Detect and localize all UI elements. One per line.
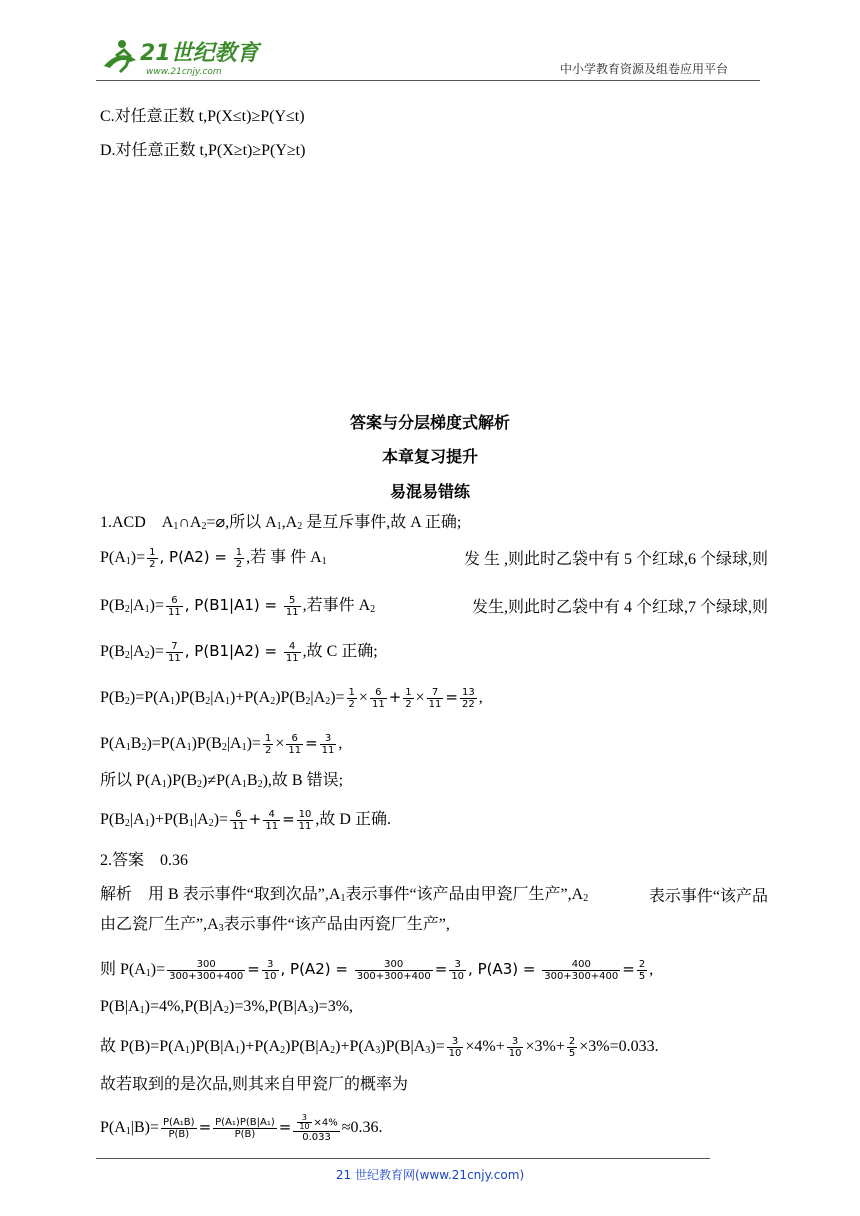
platform-name: 中小学教育资源及组卷应用平台 — [560, 62, 729, 76]
heading-chapter: 本章复习提升 — [381, 447, 478, 466]
answer-2-line-4: $P(B|A_1)=4\%,P(B|A_2)=3\%,P(B|A_3)=3\%$, — [100, 998, 354, 1016]
footer-link[interactable]: 21 世纪教育网(www.21cnjy.com) — [335, 1168, 525, 1182]
logo-url: www.21cnjy.com — [146, 67, 222, 77]
logo-text: 21世纪教育 — [140, 41, 259, 66]
answer-1-line-8: $P(B_2|A_1)+P(B_1|A_2)=$ $\frac{6}{11}$ + $\frac{4}{11}$ = $\frac{10}{11}$ ,故 D 正确. — [100, 808, 391, 832]
answer-1-line-7: 所以 $P(A_1)P(B_2)\ne P(A_1B_2)$,故 B 错误; — [100, 772, 344, 790]
answer-1-line-2: $P(A_1)=$ $\frac{1}{2}$ , P(A2) = $\frac{1}{2}$ ,若 事 件 $A_1$ 发 生 ,则此时乙袋中有 5 个红球,6 个绿球,则 — [100, 546, 768, 570]
answer-1-line-5: $P(B_2)=P(A_1)P(B_2|A_1)+P(A_2)P(B_2|A_2)=$ $\frac{1}{2}$ × $\frac{6}{11}$ + $\frac{1}{2}$ × $\frac{7}{11}$ = $\frac{13}{22}$ , — [100, 686, 483, 710]
answer-1-line-1: 1.ACD $A_1\cap A_2=⌀$,所以 $A_1,A_2$ 是互斥事件,故 A 正确; — [100, 514, 462, 532]
logo — [96, 36, 266, 80]
answer-1-line-4: $P(B_2|A_2)=$ $\frac{7}{11}$ , P(B1|A2) = $\frac{4}{11}$ ,故 C 正确; — [100, 640, 378, 664]
answer-2-line-2: 由乙瓷厂生产$”,A_3$表示事件“该产品由丙瓷厂生产”, — [100, 916, 450, 934]
option-c: C.对任意正数 t,P(X≤t)≥P(Y≤t) — [100, 108, 305, 125]
heading-section: 易混易错练 — [389, 482, 470, 501]
footer-divider — [96, 1158, 710, 1159]
answer-1-line-6: $P(A_1B_2)=P(A_1)P(B_2|A_1)=$ $\frac{1}{2}$ × $\frac{6}{11}$ = $\frac{3}{11}$ , — [100, 732, 343, 756]
answer-2-line-1: 解析 用 B 表示事件“取到次品$”,A_1$表示事件“该产品由甲瓷厂生产$”,A_2$ 表示事件“该产品 — [100, 886, 768, 905]
answer-2-line-6: 故若取到的是次品,则其来自甲瓷厂的概率为 — [100, 1076, 409, 1093]
answer-2-line-7: $P(A_1|B)=$ $\frac{\text{P(A₁B)}}{P(B)}$ = $\frac{\text{P(A₁)P(B|A₁)}}{P(B)}$ = $\frac{3}{10}$ ×4% 0.033 ≈0.36. — [100, 1113, 383, 1143]
option-d: D.对任意正数 t,P(X≥t)≥P(Y≥t) — [100, 142, 306, 159]
heading-answers: 答案与分层梯度式解析 — [349, 413, 510, 432]
answer-2-line-3: 则 $P(A_1)=$ $\frac{300}{300+300+400}$ = $\frac{3}{10}$ , P(A2) = $\frac{300}{300+300+400}$ = $\frac{3}{10}$ , P(A3) = $\frac{400}{300+300+400}$ = $\frac{2}{5}$ , — [100, 958, 654, 982]
answer-2-line-5: 故 $P(B)=P(A_1)P(B|A_1)+P(A_2)P(B|A_2)+P(A_3)P(B|A_3)=$ $\frac{3}{10}$ ×4%+ $\frac{3}{10}$ ×3%+ $\frac{2}{5}$ ×3%=0.033. — [100, 1036, 659, 1059]
answer-1-line-3: $P(B_2|A_1)=$ $\frac{6}{11}$ , P(B1|A1) = $\frac{5}{11}$ ,若事件 $A_2$ 发生,则此时乙袋中有 4 个红球,7 个绿球,则 — [100, 594, 768, 618]
answer-2-header: 2.答案 0.36 — [100, 852, 189, 869]
header-divider — [96, 80, 760, 81]
